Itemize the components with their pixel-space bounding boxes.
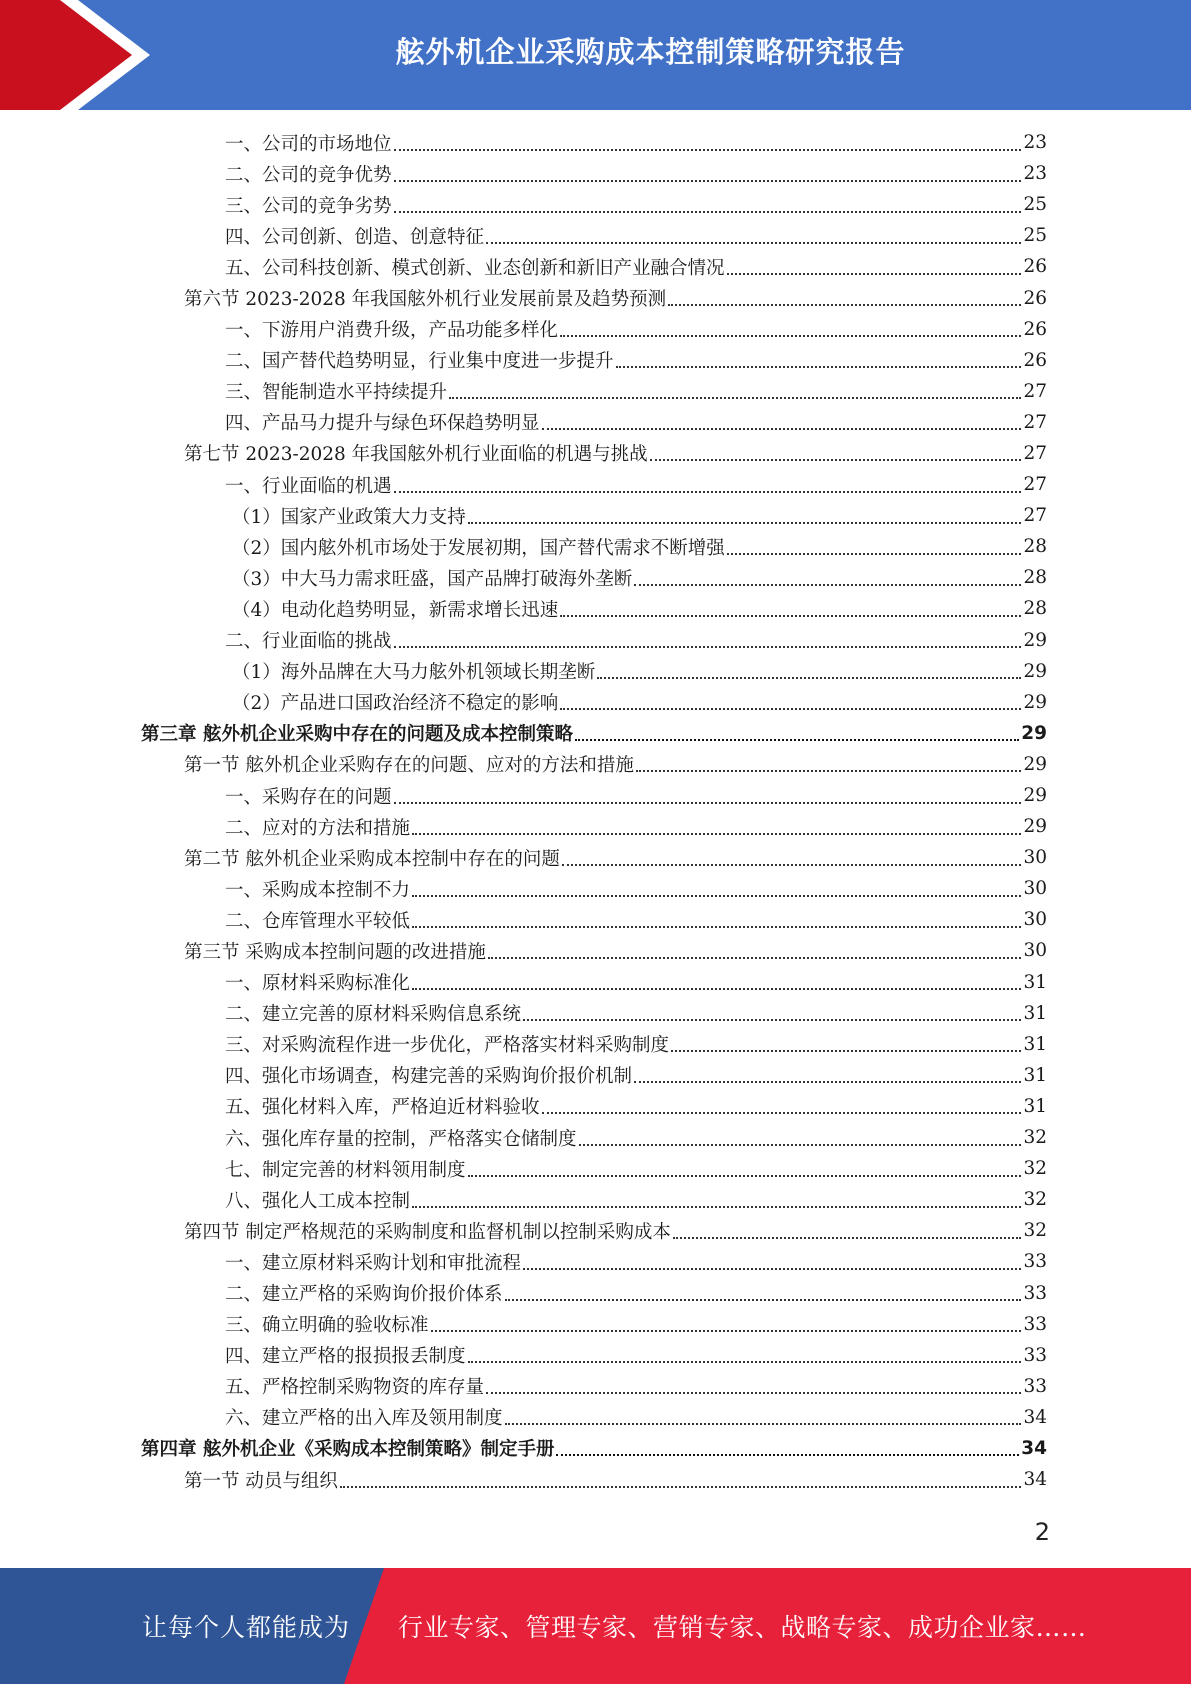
toc-entry-page: 32 <box>1023 1189 1047 1211</box>
toc-entry-page: 26 <box>1023 256 1047 278</box>
toc-entry-title: 一、建立原材料采购计划和审批流程 <box>225 1252 522 1274</box>
toc-entry-title: 三、确立明确的验收标准 <box>225 1315 429 1337</box>
toc-entry-title: 一、采购成本控制不力 <box>225 879 411 901</box>
toc-entry-page: 23 <box>1023 132 1047 154</box>
toc-subsection-entry[interactable] <box>0 500 1191 531</box>
toc-entry-title: （4）电动化趋势明显，新需求增长迅速 <box>232 599 559 621</box>
toc-subsection-entry[interactable] <box>0 407 1191 438</box>
toc-entry-page: 33 <box>1023 1282 1047 1304</box>
toc-dot-leader <box>488 957 1022 959</box>
toc-dot-leader <box>650 459 1022 461</box>
toc-dot-leader <box>412 926 1021 928</box>
toc-dot-leader <box>412 895 1021 897</box>
toc-entry-title: 二、建立完善的原材料采购信息系统 <box>225 1004 522 1026</box>
toc-subsection-entry[interactable] <box>0 593 1191 624</box>
toc-entry-title: 第三节 采购成本控制问题的改进措施 <box>184 941 486 963</box>
toc-dot-leader <box>394 180 1022 182</box>
toc-subsection-entry[interactable] <box>0 656 1191 687</box>
toc-entry-page: 25 <box>1023 194 1047 216</box>
toc-entry-page: 27 <box>1023 505 1047 527</box>
toc-subsection-entry[interactable] <box>0 687 1191 718</box>
toc-entry-page: 33 <box>1023 1344 1047 1366</box>
toc-subsection-entry[interactable] <box>0 625 1191 656</box>
toc-subsection-entry[interactable] <box>0 1402 1191 1433</box>
toc-entry-page: 30 <box>1023 878 1047 900</box>
toc-entry-page: 31 <box>1023 1095 1047 1117</box>
toc-subsection-entry[interactable] <box>0 1122 1191 1153</box>
toc-dot-leader <box>468 1361 1022 1363</box>
toc-subsection-entry[interactable] <box>0 469 1191 500</box>
toc-entry-title: （2）国内舷外机市场处于发展初期，国产替代需求不断增强 <box>232 537 725 559</box>
toc-dot-leader <box>394 211 1022 213</box>
toc-entry-title: 第四节 制定严格规范的采购制度和监督机制以控制采购成本 <box>184 1221 671 1243</box>
toc-entry-title: （2）产品进口国政治经济不稳定的影响 <box>232 693 559 715</box>
toc-entry-page: 29 <box>1023 785 1047 807</box>
toc-entry-title: 一、行业面临的机遇 <box>225 475 392 497</box>
footer-slogan-right: 行业专家、管理专家、营销专家、战略专家、成功企业家…… <box>398 1613 1087 1642</box>
toc-entry-title: 四、建立严格的报损报丢制度 <box>225 1346 466 1368</box>
toc-dot-leader <box>523 1268 1021 1270</box>
toc-dot-leader <box>616 366 1022 368</box>
toc-subsection-entry[interactable] <box>0 1309 1191 1340</box>
toc-entry-page: 34 <box>1023 1406 1047 1428</box>
toc-entry-title: 二、应对的方法和措施 <box>225 817 411 839</box>
toc-entry-title: （3）中大马力需求旺盛，国产品牌打破海外垄断 <box>232 568 633 590</box>
toc-entry-page: 29 <box>1021 722 1047 744</box>
toc-entry-page: 30 <box>1023 940 1047 962</box>
toc-entry-page: 27 <box>1023 474 1047 496</box>
toc-dot-leader <box>579 1144 1022 1146</box>
toc-entry-title: 一、公司的市场地位 <box>225 133 392 155</box>
toc-subsection-entry[interactable] <box>0 345 1191 376</box>
toc-entry-page: 33 <box>1023 1251 1047 1273</box>
toc-dot-leader <box>394 491 1022 493</box>
footer-slogan-left: 让每个人都能成为 <box>142 1613 351 1642</box>
toc-dot-leader <box>560 708 1021 710</box>
toc-dot-leader <box>394 802 1022 804</box>
toc-entry-page: 31 <box>1023 1033 1047 1055</box>
toc-section-entry[interactable] <box>0 749 1191 780</box>
toc-entry-page: 29 <box>1023 753 1047 775</box>
toc-entry-page: 31 <box>1023 1064 1047 1086</box>
toc-section-entry[interactable] <box>0 438 1191 469</box>
toc-subsection-entry[interactable] <box>0 1246 1191 1277</box>
toc-entry-title: 二、仓库管理水平较低 <box>225 910 411 932</box>
toc-entry-page: 32 <box>1023 1127 1047 1149</box>
toc-entry-title: 第六节 2023-2028 年我国舷外机行业发展前景及趋势预测 <box>184 289 667 311</box>
toc-entry-title: 三、对采购流程作进一步优化，严格落实材料采购制度 <box>225 1035 670 1057</box>
toc-subsection-entry[interactable] <box>0 127 1191 158</box>
toc-entry-page: 34 <box>1021 1437 1047 1459</box>
toc-entry-page: 29 <box>1023 629 1047 651</box>
toc-dot-leader <box>505 1299 1022 1301</box>
toc-entry-title: 六、强化库存量的控制，严格落实仓储制度 <box>225 1128 577 1150</box>
toc-entry-title: 四、产品马力提升与绿色环保趋势明显 <box>225 413 540 435</box>
toc-entry-page: 31 <box>1023 1002 1047 1024</box>
toc-entry-title: 二、行业面临的挑战 <box>225 631 392 653</box>
toc-subsection-entry[interactable] <box>0 967 1191 998</box>
toc-dot-leader <box>486 242 1021 244</box>
toc-section-entry[interactable] <box>0 935 1191 966</box>
toc-dot-leader <box>556 1454 1019 1456</box>
toc-entry-page: 27 <box>1023 411 1047 433</box>
toc-section-entry[interactable] <box>0 1464 1191 1495</box>
toc-entry-page: 29 <box>1023 660 1047 682</box>
toc-entry-page: 28 <box>1023 536 1047 558</box>
toc-entry-title: 二、公司的竞争优势 <box>225 164 392 186</box>
toc-dot-leader <box>562 864 1022 866</box>
toc-subsection-entry[interactable] <box>0 1029 1191 1060</box>
toc-entry-title: 第二节 舷外机企业采购成本控制中存在的问题 <box>184 848 560 870</box>
page-header <box>0 0 1191 110</box>
toc-entry-page: 33 <box>1023 1313 1047 1335</box>
toc-entry-page: 32 <box>1023 1220 1047 1242</box>
toc-dot-leader <box>412 833 1021 835</box>
toc-section-entry[interactable] <box>0 282 1191 313</box>
toc-dot-leader <box>542 428 1022 430</box>
toc-dot-leader <box>634 1081 1021 1083</box>
toc-subsection-entry[interactable] <box>0 251 1191 282</box>
toc-entry-page: 25 <box>1023 225 1047 247</box>
toc-subsection-entry[interactable] <box>0 158 1191 189</box>
toc-subsection-entry[interactable] <box>0 1060 1191 1091</box>
toc-section-entry[interactable] <box>0 1215 1191 1246</box>
toc-dot-leader <box>575 739 1019 741</box>
toc-dot-leader <box>468 1175 1022 1177</box>
toc-dot-leader <box>394 646 1022 648</box>
toc-section-entry[interactable] <box>0 842 1191 873</box>
toc-entry-page: 32 <box>1023 1158 1047 1180</box>
toc-entry-page: 34 <box>1023 1469 1047 1491</box>
toc-entry-title: 三、智能制造水平持续提升 <box>225 382 448 404</box>
toc-dot-leader <box>412 988 1021 990</box>
toc-subsection-entry[interactable] <box>0 780 1191 811</box>
toc-subsection-entry[interactable] <box>0 376 1191 407</box>
toc-entry-page: 26 <box>1023 287 1047 309</box>
toc-chapter-entry[interactable] <box>0 1433 1191 1464</box>
toc-entry-page: 27 <box>1023 380 1047 402</box>
toc-entry-page: 28 <box>1023 567 1047 589</box>
report-title: 舷外机企业采购成本控制策略研究报告 <box>395 34 906 69</box>
toc-entry-title: 六、建立严格的出入库及领用制度 <box>225 1408 503 1430</box>
toc-dot-leader <box>523 1019 1021 1021</box>
toc-entry-title: 七、制定完善的材料领用制度 <box>225 1159 466 1181</box>
toc-dot-leader <box>340 1486 1022 1488</box>
toc-subsection-entry[interactable] <box>0 998 1191 1029</box>
toc-dot-leader <box>636 770 1022 772</box>
toc-chapter-entry[interactable] <box>0 718 1191 749</box>
toc-entry-page: 28 <box>1023 598 1047 620</box>
toc-dot-leader <box>505 1423 1022 1425</box>
table-of-contents <box>0 127 1191 1495</box>
toc-dot-leader <box>431 1330 1022 1332</box>
page-number: 2 <box>1034 1518 1050 1546</box>
page-footer <box>0 1568 1191 1684</box>
toc-entry-title: 二、国产替代趋势明显，行业集中度进一步提升 <box>225 351 614 373</box>
toc-entry-page: 33 <box>1023 1375 1047 1397</box>
toc-subsection-entry[interactable] <box>0 531 1191 562</box>
toc-entry-title: 一、下游用户消费升级，产品功能多样化 <box>225 320 559 342</box>
header-red-chevron-icon <box>0 0 150 110</box>
toc-subsection-entry[interactable] <box>0 314 1191 345</box>
toc-entry-title: （1）国家产业政策大力支持 <box>232 506 466 528</box>
toc-entry-page: 30 <box>1023 909 1047 931</box>
toc-subsection-entry[interactable] <box>0 1153 1191 1184</box>
toc-dot-leader <box>560 615 1021 617</box>
toc-dot-leader <box>468 522 1022 524</box>
toc-entry-title: 一、原材料采购标准化 <box>225 973 411 995</box>
toc-dot-leader <box>671 1050 1021 1052</box>
toc-entry-page: 31 <box>1023 971 1047 993</box>
toc-subsection-entry[interactable] <box>0 1340 1191 1371</box>
toc-entry-title: 三、公司的竞争劣势 <box>225 195 392 217</box>
toc-dot-leader <box>668 304 1021 306</box>
toc-entry-title: 第一节 动员与组织 <box>184 1470 338 1492</box>
toc-dot-leader <box>412 1206 1021 1208</box>
toc-subsection-entry[interactable] <box>0 873 1191 904</box>
toc-entry-title: 二、建立严格的采购询价报价体系 <box>225 1284 503 1306</box>
toc-subsection-entry[interactable] <box>0 562 1191 593</box>
toc-dot-leader <box>597 677 1021 679</box>
toc-dot-leader <box>634 584 1021 586</box>
toc-entry-title: 五、强化材料入库，严格迫近材料验收 <box>225 1097 540 1119</box>
toc-entry-page: 29 <box>1023 816 1047 838</box>
toc-dot-leader <box>727 273 1022 275</box>
toc-subsection-entry[interactable] <box>0 1091 1191 1122</box>
toc-entry-title: （1）海外品牌在大马力舷外机领域长期垄断 <box>232 662 596 684</box>
toc-entry-title: 第七节 2023-2028 年我国舷外机行业面临的机遇与挑战 <box>184 444 648 466</box>
toc-entry-title: 第四章 舷外机企业《采购成本控制策略》制定手册 <box>141 1439 555 1461</box>
toc-entry-page: 30 <box>1023 847 1047 869</box>
toc-entry-title: 八、强化人工成本控制 <box>225 1190 411 1212</box>
toc-dot-leader <box>560 335 1021 337</box>
toc-entry-title: 五、严格控制采购物资的库存量 <box>225 1377 485 1399</box>
toc-subsection-entry[interactable] <box>0 904 1191 935</box>
toc-dot-leader <box>394 149 1022 151</box>
toc-entry-title: 一、采购存在的问题 <box>225 786 392 808</box>
toc-entry-title: 第一节 舷外机企业采购存在的问题、应对的方法和措施 <box>184 755 634 777</box>
toc-subsection-entry[interactable] <box>0 189 1191 220</box>
toc-entry-title: 四、强化市场调查，构建完善的采购询价报价机制 <box>225 1066 633 1088</box>
toc-entry-title: 五、公司科技创新、模式创新、业态创新和新旧产业融合情况 <box>225 257 725 279</box>
toc-entry-page: 27 <box>1023 442 1047 464</box>
toc-entry-page: 29 <box>1023 691 1047 713</box>
toc-entry-page: 26 <box>1023 318 1047 340</box>
toc-subsection-entry[interactable] <box>0 220 1191 251</box>
toc-dot-leader <box>542 1112 1022 1114</box>
toc-dot-leader <box>727 553 1022 555</box>
toc-dot-leader <box>449 397 1021 399</box>
toc-entry-page: 23 <box>1023 163 1047 185</box>
toc-dot-leader <box>486 1392 1021 1394</box>
toc-entry-title: 四、公司创新、创造、创意特征 <box>225 226 485 248</box>
toc-subsection-entry[interactable] <box>0 811 1191 842</box>
toc-subsection-entry[interactable] <box>0 1184 1191 1215</box>
toc-entry-page: 26 <box>1023 349 1047 371</box>
toc-entry-title: 第三章 舷外机企业采购中存在的问题及成本控制策略 <box>141 724 573 746</box>
toc-subsection-entry[interactable] <box>0 1277 1191 1308</box>
toc-dot-leader <box>673 1237 1022 1239</box>
toc-subsection-entry[interactable] <box>0 1371 1191 1402</box>
